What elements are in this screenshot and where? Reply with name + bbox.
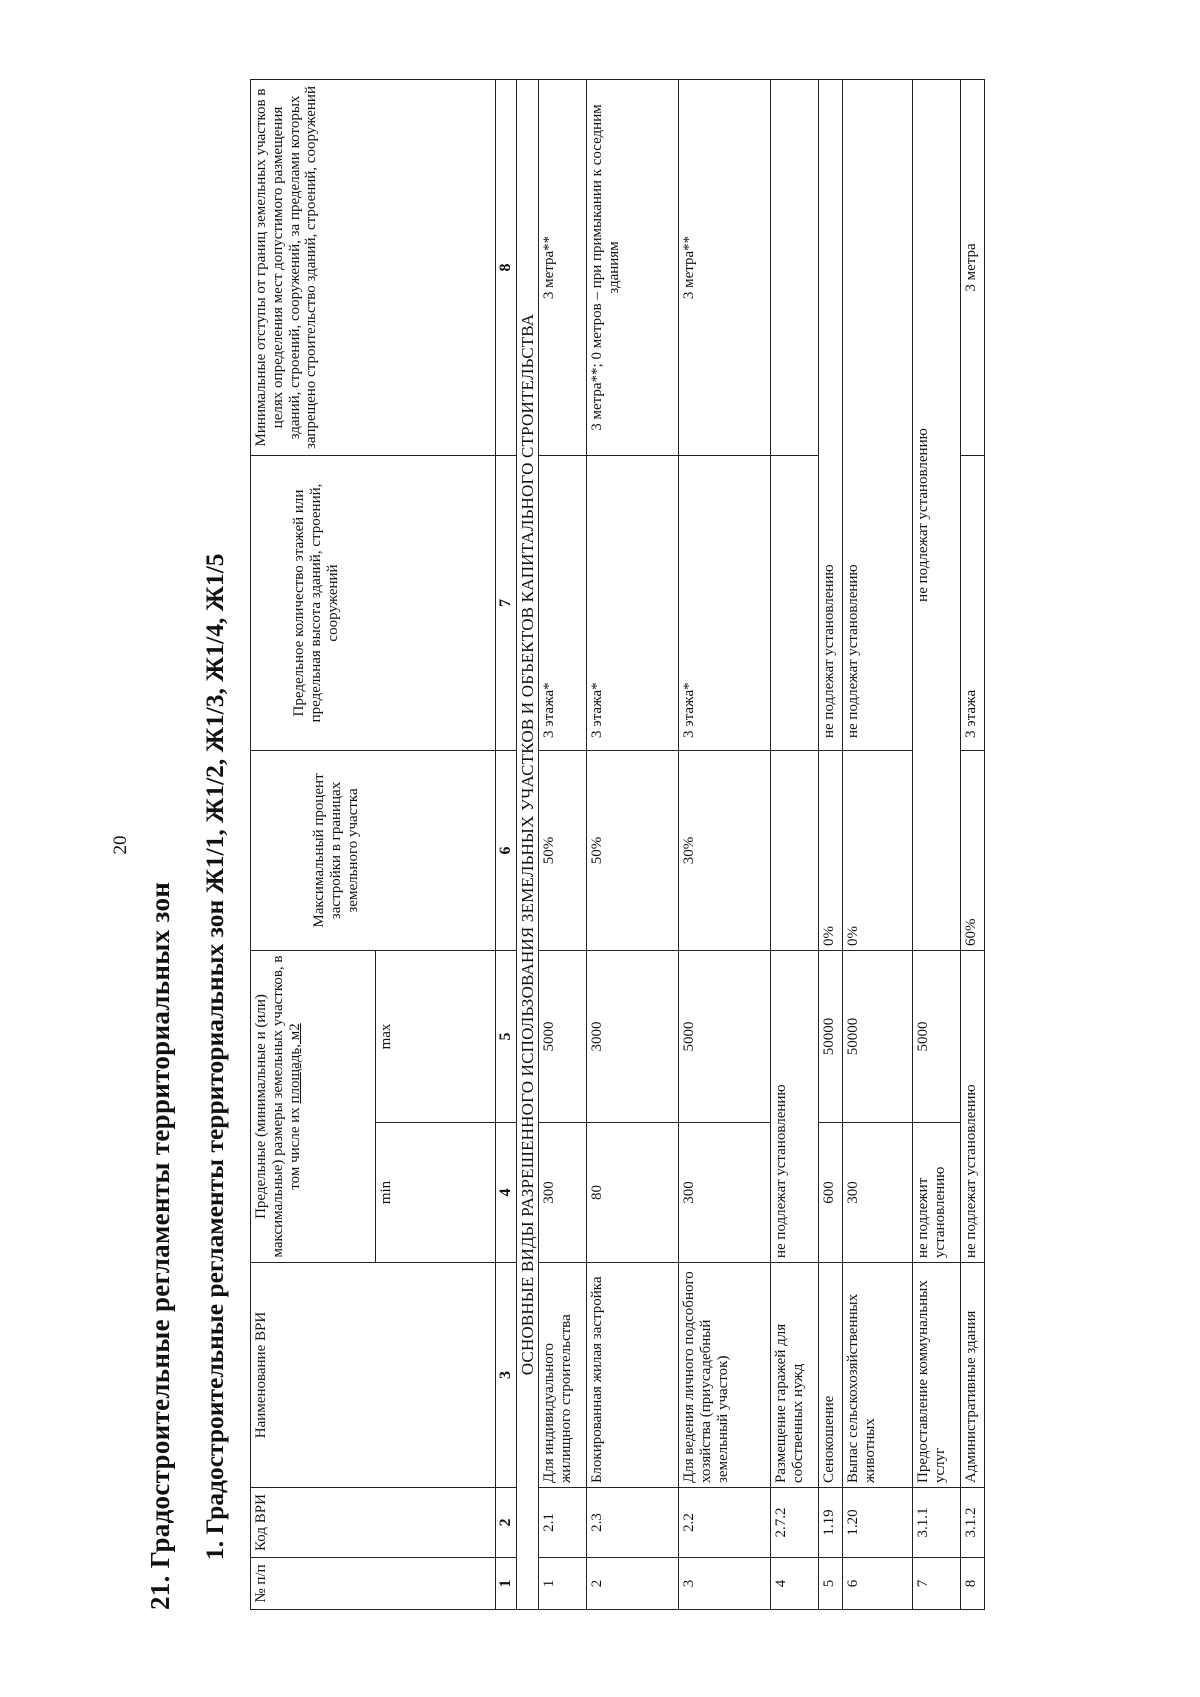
cell-name: Выпас сельскохозяйственных животных bbox=[842, 1263, 912, 1488]
cell-percent: 0% bbox=[818, 751, 842, 951]
column-number-row bbox=[496, 80, 517, 1610]
cell-max: 5000 bbox=[538, 951, 586, 1123]
cell-floors-setback: не подлежат установлению bbox=[818, 80, 842, 751]
cell-min: 600 bbox=[818, 1123, 842, 1263]
table-row bbox=[678, 80, 770, 1610]
cell-percent bbox=[770, 751, 818, 951]
cell-code: 2.3 bbox=[586, 1488, 678, 1558]
cell-name: Блокированная жилая застройка bbox=[586, 1263, 678, 1488]
cell-floors: 3 этажа* bbox=[678, 456, 770, 751]
cell-min: 300 bbox=[538, 1123, 586, 1263]
header-num: № п/п bbox=[251, 1558, 496, 1610]
subsection-heading: 1. Градостроительные регламенты территориальных зон Ж1/1, Ж1/2, Ж1/3, Ж1/4, Ж1/5 bbox=[200, 553, 229, 1560]
table-row bbox=[912, 80, 960, 1610]
cell-name: Сенокошение bbox=[818, 1263, 842, 1488]
cell-num: 4 bbox=[770, 1558, 818, 1610]
column-number: 6 bbox=[496, 751, 517, 951]
cell-floors bbox=[770, 456, 818, 751]
cell-num: 5 bbox=[818, 1558, 842, 1610]
cell-num: 2 bbox=[586, 1558, 678, 1610]
cell-max: 3000 bbox=[586, 951, 678, 1123]
cell-setback: 3 метра** bbox=[678, 80, 770, 456]
table-row bbox=[538, 80, 586, 1610]
cell-max: 5000 bbox=[678, 951, 770, 1123]
cell-min-max: не подлежат установлению bbox=[770, 951, 818, 1263]
cell-name: Для индивидуального жилищного строительства bbox=[538, 1263, 586, 1488]
cell-setback: 3 метра bbox=[960, 80, 984, 456]
header-floors: Предельное количество этажей или предельная высота зданий, строений, сооружений bbox=[251, 456, 496, 751]
section-heading: 21. Градостроительные регламенты территориальных зон bbox=[145, 881, 175, 1610]
cell-code: 2.2 bbox=[678, 1488, 770, 1558]
cell-code: 1.19 bbox=[818, 1488, 842, 1558]
table-row bbox=[586, 80, 678, 1610]
column-number: 1 bbox=[496, 1558, 517, 1610]
column-number: 7 bbox=[496, 456, 517, 751]
cell-name: Предоставление коммунальных услуг bbox=[912, 1263, 960, 1488]
header-code: Код ВРИ bbox=[251, 1488, 496, 1558]
column-number: 3 bbox=[496, 1263, 517, 1488]
column-number: 8 bbox=[496, 80, 517, 456]
table-row bbox=[842, 80, 912, 1610]
rotated-document-page bbox=[100, 80, 1100, 1610]
cell-num: 6 bbox=[842, 1558, 912, 1610]
cell-percent: 50% bbox=[538, 751, 586, 951]
cell-floors: 3 этажа* bbox=[586, 456, 678, 751]
cell-num: 1 bbox=[538, 1558, 586, 1610]
column-number: 5 bbox=[496, 951, 517, 1123]
column-number: 4 bbox=[496, 1123, 517, 1263]
cell-min: 80 bbox=[586, 1123, 678, 1263]
cell-code: 3.1.2 bbox=[960, 1488, 984, 1558]
cell-name: Административные здания bbox=[960, 1263, 984, 1488]
cell-percent: 0% bbox=[842, 751, 912, 951]
table-row bbox=[960, 80, 984, 1610]
table-row bbox=[770, 80, 818, 1610]
cell-percent: 50% bbox=[586, 751, 678, 951]
cell-code: 1.20 bbox=[842, 1488, 912, 1558]
cell-num: 8 bbox=[960, 1558, 984, 1610]
table-header bbox=[251, 80, 496, 1610]
cell-name: Размещение гаражей для собственных нужд bbox=[770, 1263, 818, 1488]
cell-floors-setback: не подлежат установлению bbox=[842, 80, 912, 751]
cell-rest: не подлежат установлению bbox=[912, 80, 960, 951]
cell-num: 3 bbox=[678, 1558, 770, 1610]
header-setback: Минимальные отступы от границ земельных участков в целях определения мест допустимого размещения зданий, строений, сооружений, за пределами которых запрещено строительство зданий, строений, сооружений bbox=[251, 80, 496, 456]
page-number: 20 bbox=[110, 835, 131, 855]
cell-min: не подлежит установлению bbox=[912, 1123, 960, 1263]
cell-setback: 3 метра** bbox=[538, 80, 586, 456]
header-min: min bbox=[376, 1123, 496, 1263]
cell-setback bbox=[770, 80, 818, 456]
cell-percent: 30% bbox=[678, 751, 770, 951]
zoning-regulations-table bbox=[250, 79, 985, 1610]
cell-floors: 3 этажа bbox=[960, 456, 984, 751]
header-size-area: площадь, м2 bbox=[286, 1023, 303, 1104]
cell-num: 7 bbox=[912, 1558, 960, 1610]
cell-max: 5000 bbox=[912, 951, 960, 1123]
cell-min-max: не подлежат установлению bbox=[960, 951, 984, 1263]
cell-code: 2.7.2 bbox=[770, 1488, 818, 1558]
cell-floors: 3 этажа* bbox=[538, 456, 586, 751]
section-title: ОСНОВНЫЕ ВИДЫ РАЗРЕШЕННОГО ИСПОЛЬЗОВАНИЯ ЗЕМЕЛЬНЫХ УЧАСТКОВ И ОБЪЕКТОВ КАПИТАЛЬНОГО СТРОИТЕЛЬСТВА bbox=[516, 80, 538, 1610]
cell-min: 300 bbox=[678, 1123, 770, 1263]
header-percent: Максимальный процент застройки в границах земельного участка bbox=[251, 751, 496, 951]
header-name: Наименование ВРИ bbox=[251, 1263, 496, 1488]
cell-min: 300 bbox=[842, 1123, 912, 1263]
cell-name: Для ведения личного подсобного хозяйства (приусадебный земельный участок) bbox=[678, 1263, 770, 1488]
cell-setback: 3 метра**; 0 метров – при примыкании к соседним зданиям bbox=[586, 80, 678, 456]
cell-max: 50000 bbox=[818, 951, 842, 1123]
table-row bbox=[818, 80, 842, 1610]
column-number: 2 bbox=[496, 1488, 517, 1558]
cell-max: 50000 bbox=[842, 951, 912, 1123]
cell-percent: 60% bbox=[960, 751, 984, 951]
cell-code: 2.1 bbox=[538, 1488, 586, 1558]
header-size-group bbox=[251, 951, 376, 1263]
cell-code: 3.1.1 bbox=[912, 1488, 960, 1558]
header-size-text: Предельные (минимальные и (или) максимальные) размеры земельных участков, в том числе их bbox=[253, 955, 303, 1258]
section-row bbox=[516, 80, 538, 1610]
header-max: max bbox=[376, 951, 496, 1123]
